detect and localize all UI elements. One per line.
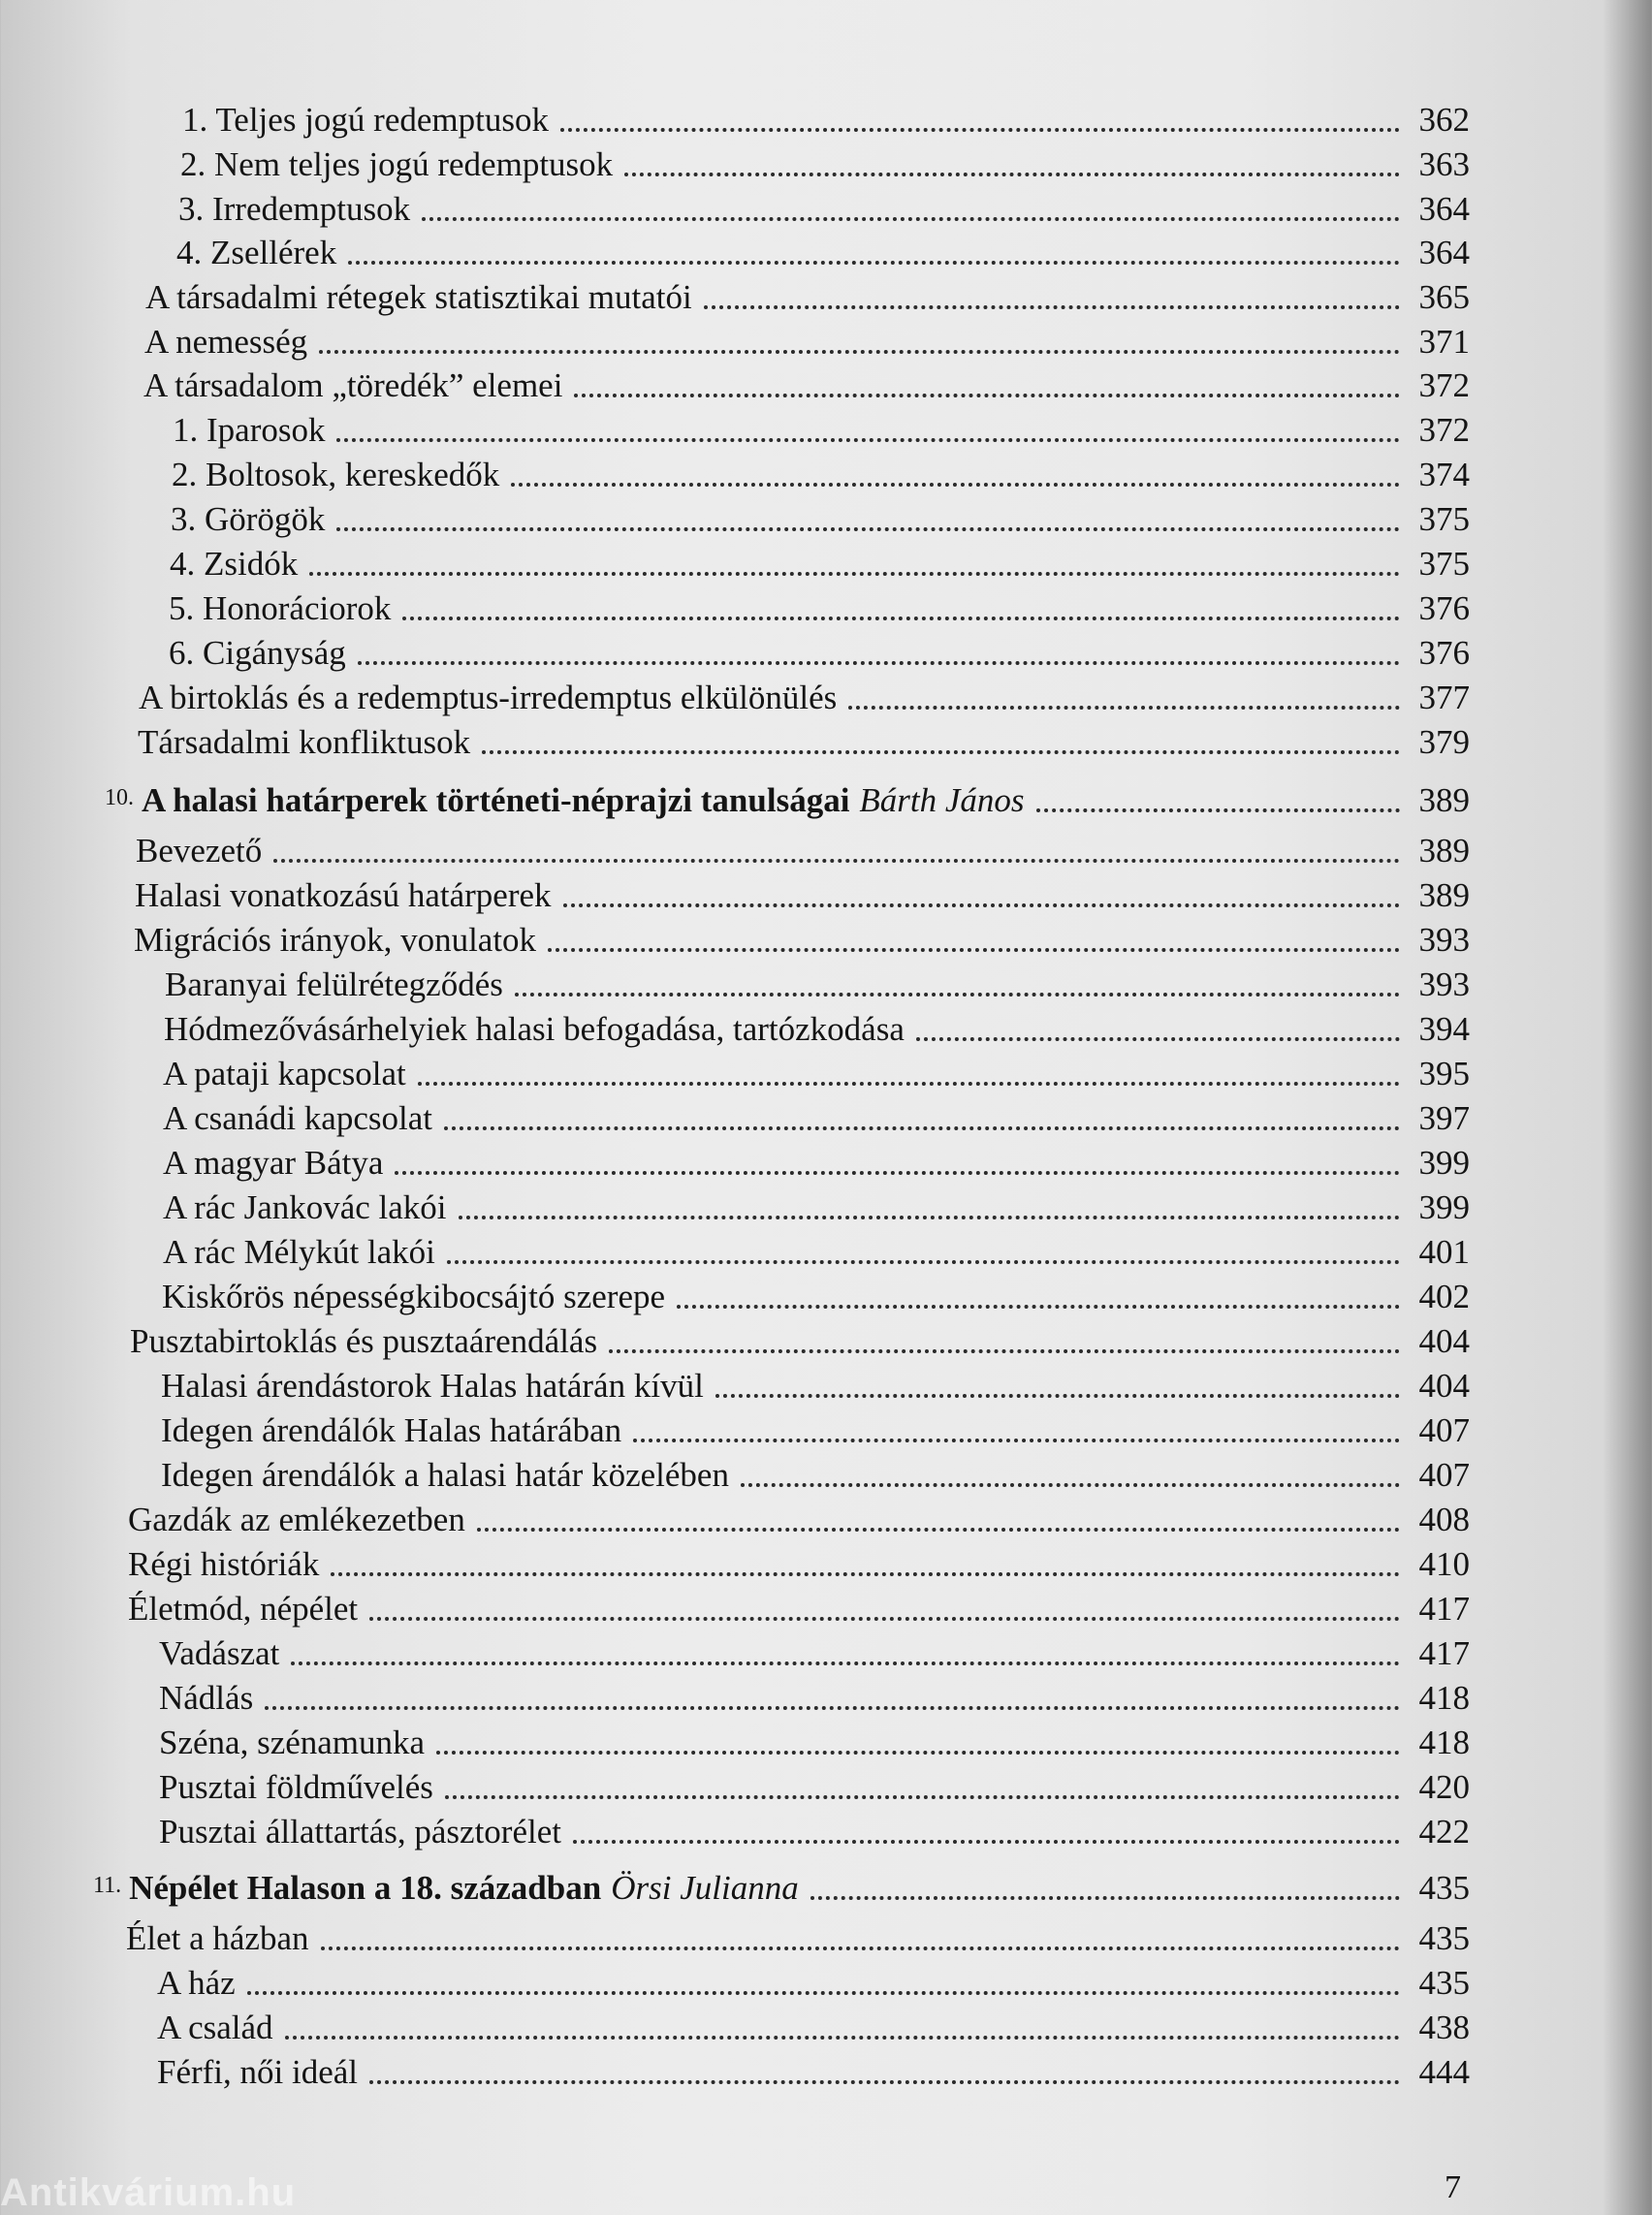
toc-entry-title: Régi históriák [128, 1545, 320, 1583]
toc-entry-title: 4. Zsellérek [176, 234, 337, 271]
toc-entry [161, 1406, 1470, 1450]
toc-entry-page: 408 [1418, 1501, 1470, 1538]
toc-entry-page: 371 [1418, 323, 1470, 361]
dot-leader [515, 989, 1400, 997]
toc-entry-page: 401 [1418, 1233, 1470, 1271]
toc-entry [163, 1227, 1470, 1272]
dot-leader [444, 1123, 1400, 1130]
dot-leader [445, 1791, 1400, 1799]
toc-entry-title: A ház [157, 1964, 236, 2002]
toc-entry [135, 870, 1470, 915]
toc-entry-title: A nemesség [144, 323, 308, 361]
dot-leader [677, 1301, 1400, 1309]
toc-entry-page: 375 [1418, 545, 1470, 583]
chapter-title [129, 1869, 601, 1908]
toc-entry-title: Gazdák az emlékezetben [128, 1501, 465, 1538]
toc-chapter-entry [105, 775, 1470, 820]
toc-entry-title: 3. Görögök [171, 500, 326, 538]
page-number: 7 [1445, 2169, 1461, 2205]
toc-entry [172, 450, 1470, 494]
toc-entry-title: A magyar Bátya [163, 1144, 384, 1182]
toc-entry-title: A csanádi kapcsolat [163, 1099, 432, 1137]
dot-leader [624, 169, 1400, 176]
toc-entry-page: 364 [1418, 190, 1470, 228]
toc-entry-title: 2. Nem teljes jogú redemptusok [180, 145, 614, 183]
watermark: Antikvárium.hu [0, 2171, 297, 2214]
dot-leader [369, 2076, 1400, 2084]
chapter-author: Bárth János [859, 781, 1025, 819]
toc-entry-page: 438 [1418, 2009, 1470, 2046]
toc-entry-title: Bevezető [136, 832, 263, 870]
dot-leader [574, 390, 1400, 397]
toc-entry [159, 1807, 1470, 1851]
toc-entry [128, 1584, 1470, 1629]
toc-entry-page: 389 [1418, 876, 1470, 914]
dot-leader [418, 1078, 1400, 1086]
dot-leader [633, 1435, 1400, 1442]
dot-leader [395, 1167, 1400, 1175]
toc-entry-title: Élet a házban [126, 1919, 309, 1957]
toc-entry-title: Életmód, népélet [128, 1590, 359, 1628]
toc-entry [128, 1539, 1470, 1584]
toc-entry-page: 399 [1418, 1144, 1470, 1182]
toc-entry-page: 435 [1418, 1964, 1470, 2002]
dot-leader [321, 1943, 1400, 1950]
toc-entry-page: 397 [1418, 1099, 1470, 1137]
toc-entry [165, 960, 1470, 1004]
toc-entry-page: 395 [1418, 1055, 1470, 1092]
toc-entry-page: 404 [1418, 1322, 1470, 1360]
dot-leader [704, 301, 1400, 309]
toc-entry-title: Pusztai földművelés [159, 1768, 433, 1806]
toc-entry-page: 422 [1418, 1813, 1470, 1851]
dot-leader [848, 702, 1400, 710]
dot-leader [436, 1747, 1400, 1755]
toc-entry-page: 364 [1418, 234, 1470, 271]
chapter-number: 10. [105, 785, 134, 810]
dot-leader [477, 1524, 1400, 1532]
dot-leader [741, 1479, 1400, 1487]
dot-leader [358, 657, 1400, 665]
toc-entry-title: Idegen árendálók a halasi határ közelében [161, 1456, 729, 1494]
toc-entry-title: 2. Boltosok, kereskedők [172, 456, 500, 493]
toc-entry-title: Halasi vonatkozású határperek [135, 876, 552, 914]
toc-entry-title: A társadalom „töredék” elemei [143, 366, 563, 404]
chapter-author: Örsi Julianna [611, 1869, 799, 1907]
toc-entry [157, 2047, 1470, 2092]
dot-leader [247, 1987, 1400, 1995]
toc-entry-title: Férfi, női ideál [157, 2053, 359, 2091]
toc-entry [136, 826, 1470, 870]
toc-entry-title: 5. Honoráciorok [169, 589, 392, 627]
dot-leader [1036, 805, 1400, 812]
toc-entry-title: Társadalmi konfliktusok [138, 723, 471, 761]
toc-entry [171, 494, 1470, 539]
dot-leader [447, 1256, 1400, 1264]
dot-leader [810, 1892, 1400, 1900]
toc-entry-page: 394 [1418, 1010, 1470, 1048]
toc-entry [159, 1629, 1470, 1673]
toc-entry-title: Halasi árendástorok Halas határán kívül [161, 1367, 704, 1405]
toc-entry-title: A társadalmi rétegek statisztikai mutatói [145, 278, 692, 316]
toc-entry [143, 361, 1470, 405]
dot-leader [319, 346, 1400, 354]
toc-entry [128, 1495, 1470, 1539]
toc-entry-title: Széna, szénamunka [159, 1724, 426, 1761]
toc-entry-page: 417 [1418, 1590, 1470, 1628]
toc-entry [163, 1138, 1470, 1183]
toc-entry [145, 272, 1470, 317]
toc-entry-page: 393 [1418, 921, 1470, 959]
chapter-title [142, 781, 849, 820]
toc-entry [164, 1004, 1470, 1049]
dot-leader [916, 1033, 1400, 1041]
toc-entry-page: 404 [1418, 1367, 1470, 1405]
toc-entry-page: 363 [1418, 145, 1470, 183]
dot-leader [369, 1613, 1400, 1621]
toc-entry-title: Pusztabirtoklás és pusztaárendálás [130, 1322, 598, 1360]
toc-entry-page: 420 [1418, 1768, 1470, 1806]
toc-entry-page: 372 [1418, 411, 1470, 449]
toc-entry-title: Kiskőrös népességkibocsájtó szerepe [162, 1278, 666, 1315]
toc-entry-page: 362 [1418, 101, 1470, 139]
toc-entry-title: 4. Zsidók [170, 545, 299, 583]
dot-leader [563, 900, 1400, 907]
toc-entry-page: 389 [1418, 832, 1470, 870]
toc-entry [130, 1316, 1470, 1361]
toc-entry-page: 379 [1418, 723, 1470, 761]
toc-entry-page: 435 [1418, 1869, 1470, 1907]
toc-entry [159, 1762, 1470, 1807]
toc-entry [159, 1673, 1470, 1718]
toc-entry [161, 1361, 1470, 1406]
toc-entry-title: Idegen árendálók Halas határában [161, 1411, 622, 1449]
dot-leader [336, 434, 1400, 442]
dot-leader [309, 568, 1400, 576]
toc-entry [182, 95, 1470, 140]
dot-leader [285, 2032, 1400, 2040]
toc-entry [163, 1183, 1470, 1227]
toc-entry-page: 374 [1418, 456, 1470, 493]
toc-entry [139, 673, 1470, 717]
toc-entry-title: 1. Teljes jogú redemptusok [182, 101, 549, 139]
toc-entry-page: 402 [1418, 1278, 1470, 1315]
toc-entry-title: A család [157, 2009, 273, 2046]
toc-entry-page: 393 [1418, 965, 1470, 1003]
toc-entry-page: 418 [1418, 1679, 1470, 1717]
toc-entry-page: 365 [1418, 278, 1470, 316]
toc-entry [169, 628, 1470, 673]
toc-entry-page: 372 [1418, 366, 1470, 404]
toc-entry [161, 1450, 1470, 1495]
toc-entry-title: Nádlás [159, 1679, 254, 1717]
dot-leader [459, 1212, 1400, 1219]
toc-entry-page: 444 [1418, 2053, 1470, 2091]
toc-entry [159, 1718, 1470, 1762]
toc-entry-title: A birtoklás és a redemptus-irredemptus elkülönülés [139, 679, 838, 716]
toc-entry-page: 407 [1418, 1411, 1470, 1449]
chapter-title-text: A halasi határperek történeti-néprajzi tanulságai [142, 781, 850, 819]
toc-entry-page: 389 [1418, 781, 1470, 819]
dot-leader [609, 1345, 1400, 1353]
chapter-number: 11. [93, 1873, 122, 1898]
dot-leader [573, 1836, 1400, 1844]
toc-entry [163, 1093, 1470, 1138]
toc-entry [170, 539, 1470, 584]
toc-entry-title: Hódmezővásárhelyiek halasi befogadása, tartózkodása [164, 1010, 905, 1048]
toc-entry-page: 417 [1418, 1634, 1470, 1672]
dot-leader [273, 855, 1400, 863]
toc-entry [176, 228, 1470, 272]
dot-leader [336, 523, 1400, 531]
toc-entry-page: 376 [1418, 589, 1470, 627]
toc-entry-title: A pataji kapcsolat [163, 1055, 406, 1092]
chapter-title-text: Népélet Halason a 18. században [129, 1869, 602, 1907]
toc-entry-page: 377 [1418, 679, 1470, 716]
toc-entry [126, 1914, 1470, 1958]
toc-entry [157, 1958, 1470, 2003]
dot-leader [560, 124, 1400, 132]
toc-entry-title: A rác Mélykút lakói [163, 1233, 435, 1271]
toc-entry [163, 1049, 1470, 1093]
dot-leader [331, 1568, 1400, 1576]
toc-entry [134, 915, 1470, 960]
toc-entry-title: Migrációs irányok, vonulatok [134, 921, 537, 959]
toc-entry-page: 399 [1418, 1188, 1470, 1226]
toc-entry-page: 418 [1418, 1724, 1470, 1761]
toc-entry [157, 2003, 1470, 2047]
toc-entry-title: Baranyai felülrétegződés [165, 965, 503, 1003]
toc-entry [180, 140, 1470, 184]
toc-entry-title: 6. Cigányság [169, 634, 346, 672]
toc-entry-page: 407 [1418, 1456, 1470, 1494]
toc-entry-title: A rác Jankovác lakói [163, 1188, 447, 1226]
toc-entry-page: 435 [1418, 1919, 1470, 1957]
toc-entry-page: 410 [1418, 1545, 1470, 1583]
dot-leader [548, 944, 1400, 952]
dot-leader [402, 613, 1400, 620]
toc-entry [138, 717, 1470, 762]
toc-entry-title: Vadászat [159, 1634, 280, 1672]
toc-chapter-entry [93, 1863, 1470, 1908]
dot-leader [715, 1390, 1400, 1398]
toc-entry-title: 1. Iparosok [173, 411, 326, 449]
toc-entry [169, 584, 1470, 628]
dot-leader [348, 257, 1400, 265]
toc-entry-title: Pusztai állattartás, pásztorélet [159, 1813, 561, 1851]
dot-leader [265, 1702, 1400, 1710]
toc-entry-page: 375 [1418, 500, 1470, 538]
toc-entry [162, 1272, 1470, 1316]
dot-leader [291, 1658, 1400, 1665]
dot-leader [511, 479, 1400, 487]
toc-entry [144, 317, 1470, 362]
dot-leader [422, 213, 1400, 221]
toc-entry-title: 3. Irredemptusok [178, 190, 411, 228]
toc-entry-page: 376 [1418, 634, 1470, 672]
dot-leader [482, 746, 1400, 754]
toc-entry [178, 184, 1470, 229]
toc-entry [173, 405, 1470, 450]
